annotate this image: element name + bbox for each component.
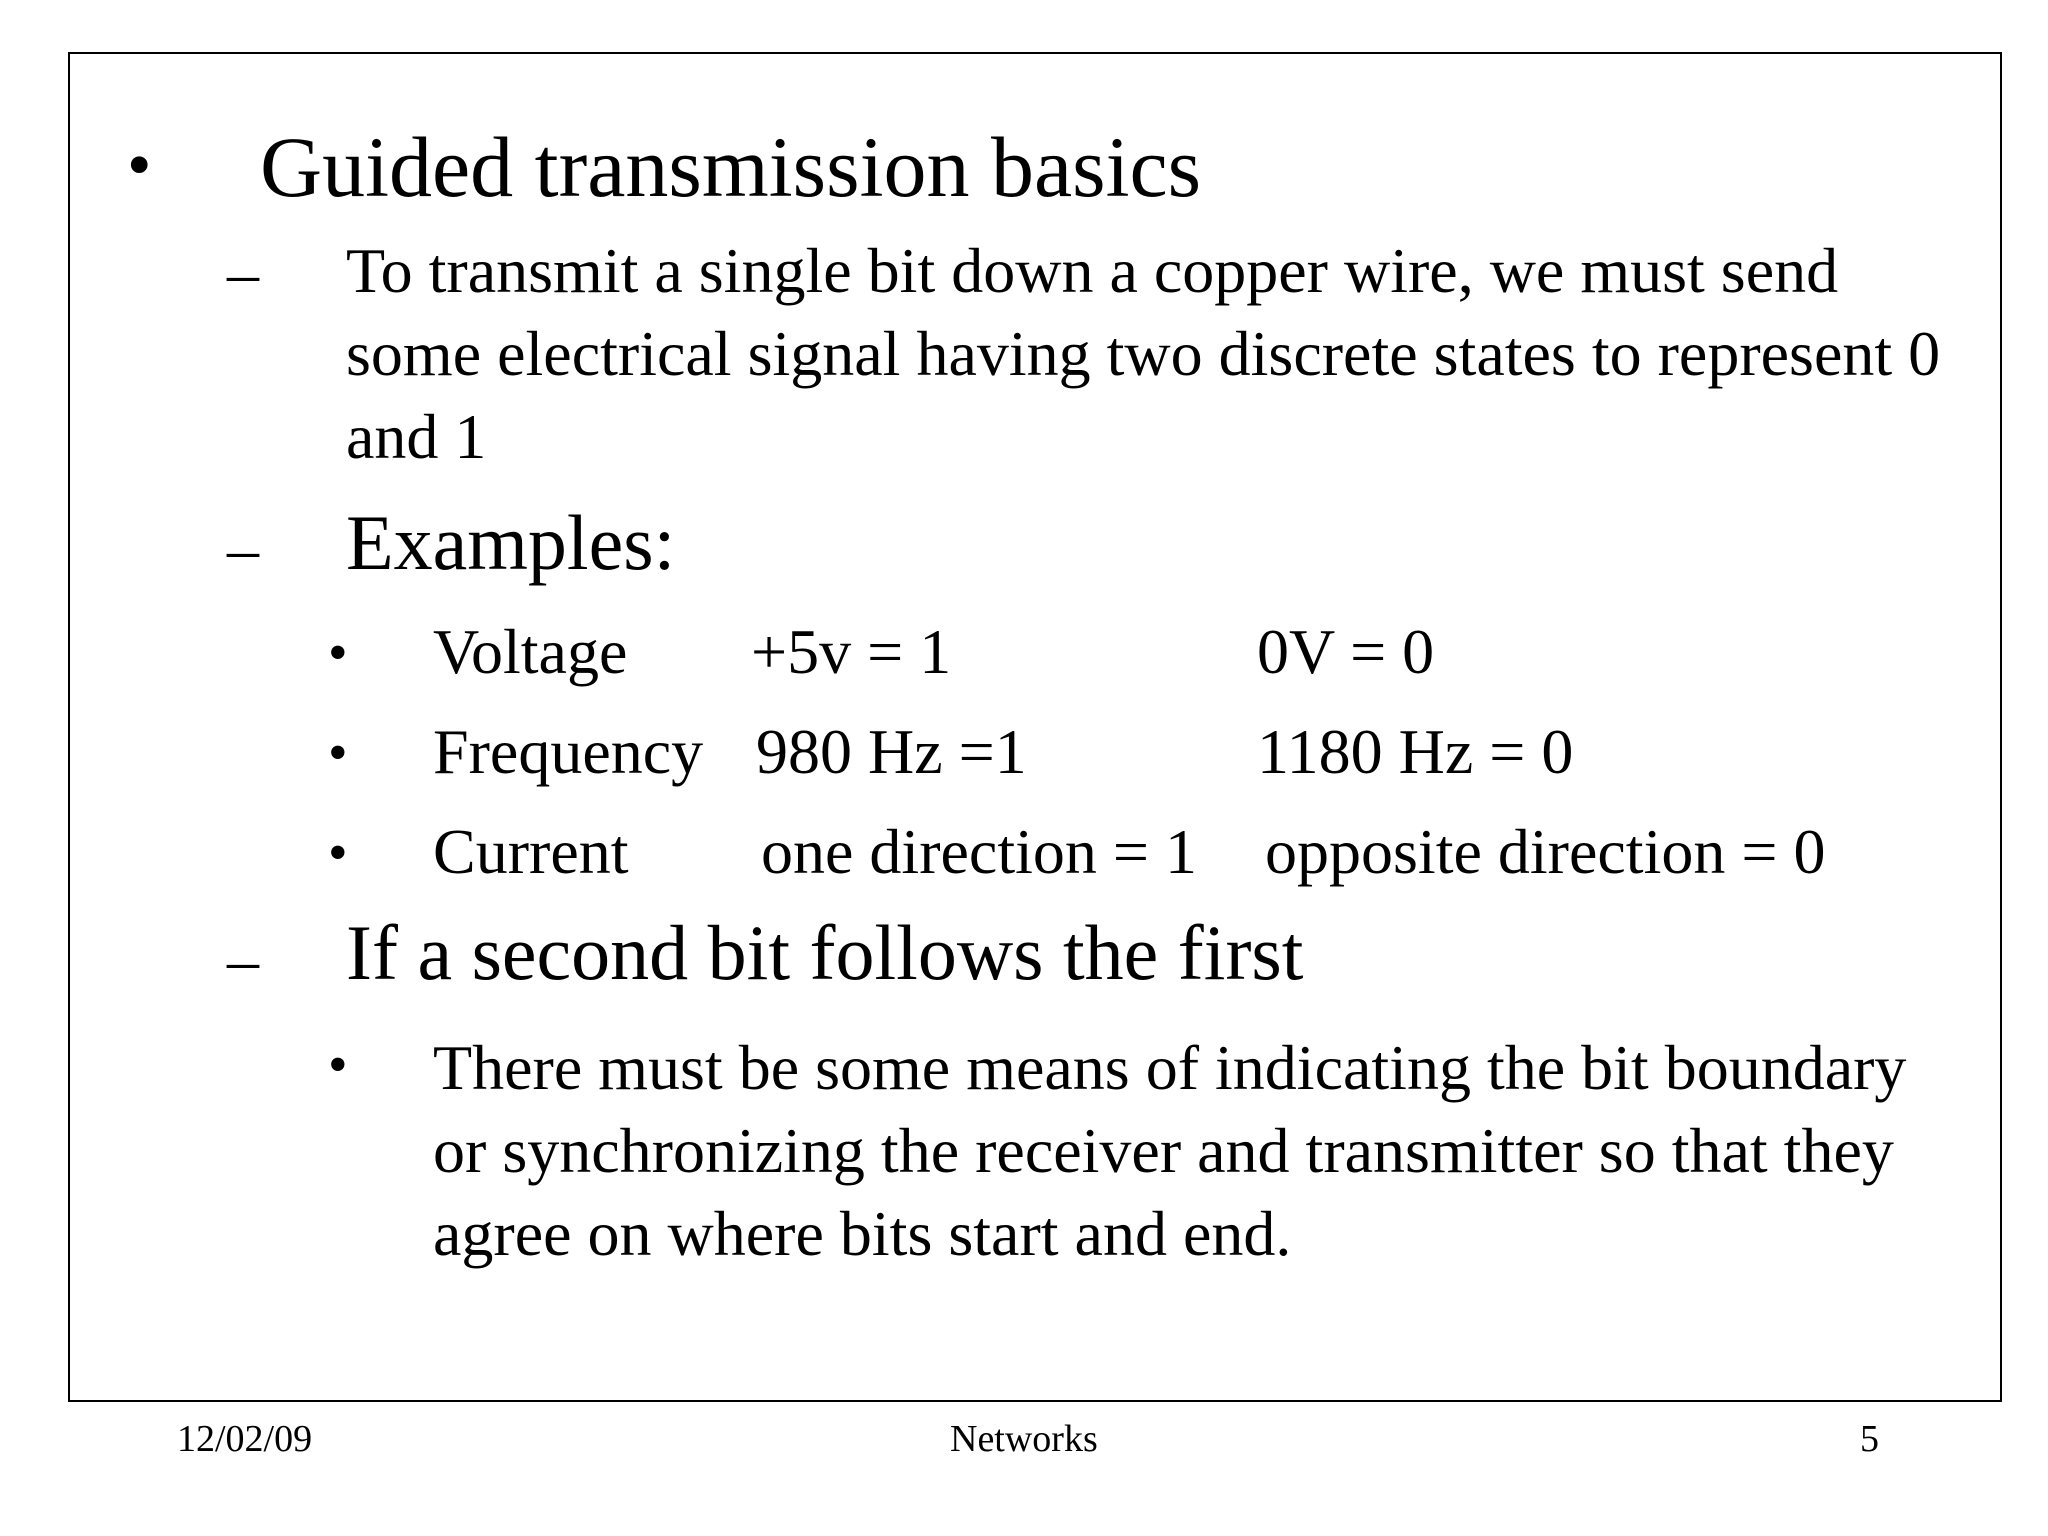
footer-page-number: 5	[1860, 1418, 1879, 1460]
sync-text: There must be some means of indicating the bit boundary or synchronizing the receiver and transmitter so that they agree on where bits start and end.	[433, 1032, 1907, 1269]
example-frequency-label: Frequency	[433, 716, 704, 787]
example-current-label: Current	[433, 816, 629, 887]
example-frequency-zero: 1180 Hz = 0	[1257, 716, 1574, 787]
example-current-one: one direction = 1	[761, 816, 1197, 887]
example-voltage-label: Voltage	[433, 616, 628, 687]
point-3-marker: –	[227, 924, 259, 995]
footer-title: Networks	[950, 1418, 1098, 1460]
example-voltage-zero: 0V = 0	[1257, 616, 1435, 687]
example-voltage-one: +5v = 1	[751, 616, 952, 687]
point-2-marker: –	[227, 513, 259, 584]
example-frequency-one: 980 Hz =1	[756, 716, 1027, 787]
slide-title: Guided transmission basics	[260, 119, 1202, 215]
sync-bullet: •	[328, 1034, 348, 1096]
point-1-text: To transmit a single bit down a copper wire, we must send some electrical signal having two discrete states to represent 0 and 1	[346, 235, 1941, 472]
point-3-text: If a second bit follows the first	[346, 909, 1304, 996]
point-2-text: Examples:	[346, 499, 676, 586]
example-frequency-bullet: •	[328, 722, 348, 784]
example-current-zero: opposite direction = 0	[1265, 816, 1826, 887]
slide-frame	[68, 52, 2002, 1402]
point-1-marker: –	[227, 237, 259, 308]
example-voltage-bullet: •	[328, 622, 348, 684]
footer-date: 12/02/09	[177, 1418, 313, 1460]
title-bullet: •	[127, 127, 152, 204]
example-current-bullet: •	[328, 822, 348, 884]
